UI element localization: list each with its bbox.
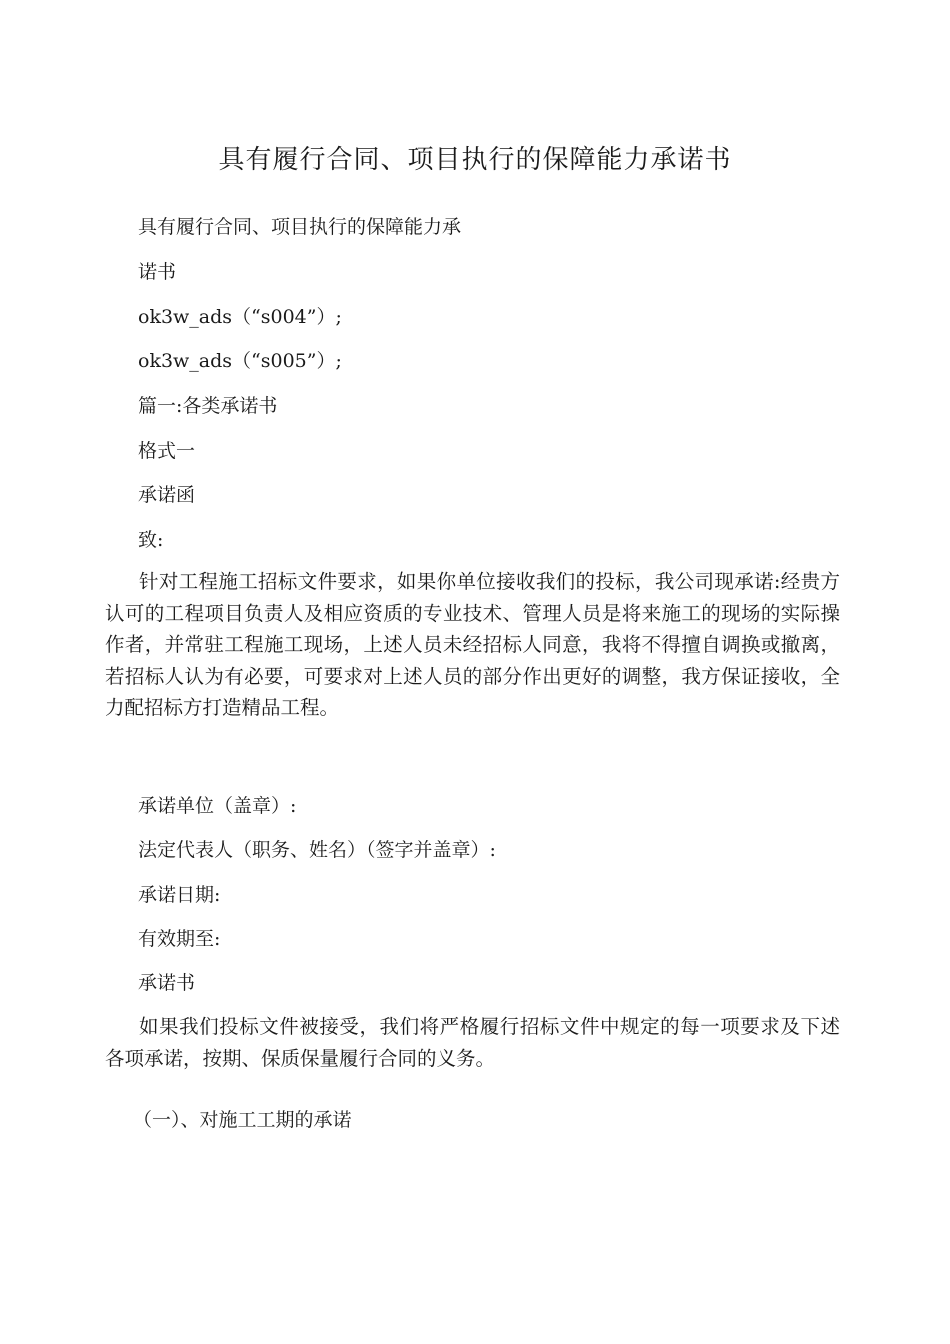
intro-line-1: 具有履行合同、项目执行的保障能力承 bbox=[138, 216, 462, 238]
validity-line: 有效期至: bbox=[138, 928, 221, 950]
section-label-chapter-one: 篇一:各类承诺书 bbox=[138, 395, 278, 417]
signature-representative-line: 法定代表人（职务、姓名）（签字并盖章）: bbox=[138, 839, 496, 861]
document-title: 具有履行合同、项目执行的保障能力承诺书 bbox=[218, 145, 732, 175]
intro-line-2: 诺书 bbox=[138, 261, 177, 283]
ad-code-line-1: ok3w_ads（“s004”）; bbox=[138, 306, 342, 328]
format-label: 格式一 bbox=[138, 440, 196, 462]
signature-date-line: 承诺日期: bbox=[138, 884, 221, 906]
letter-heading: 承诺函 bbox=[138, 484, 196, 506]
signature-unit-line: 承诺单位（盖章）: bbox=[138, 795, 297, 817]
ad-code-line-2: ok3w_ads（“s005”）; bbox=[138, 350, 342, 372]
second-commitment-paragraph: 如果我们投标文件被接受，我们将严格履行招标文件中规定的每一项要求及下述各项承诺，按期、保质保量履行合同的义务。 bbox=[105, 1015, 840, 1070]
section-heading: （一）、对施工工期的承诺 bbox=[133, 1109, 352, 1131]
addressee-line: 致: bbox=[138, 529, 164, 551]
commitment-paragraph: 针对工程施工招标文件要求，如果你单位接收我们的投标，我公司现承诺:经贵方认可的工程项目负责人及相应资质的专业技术、管理人员是将来施工的现场的实际操作者，并常驻工程施工现场，上述人员未经招标人同意，我将不得擅自调换或撤离，若招标人认为有必要，可要求对上述人员的部分作出更好的调整，我方保证接收，全力配招标方打造精品工程。 bbox=[105, 570, 840, 719]
second-letter-heading: 承诺书 bbox=[138, 972, 196, 994]
